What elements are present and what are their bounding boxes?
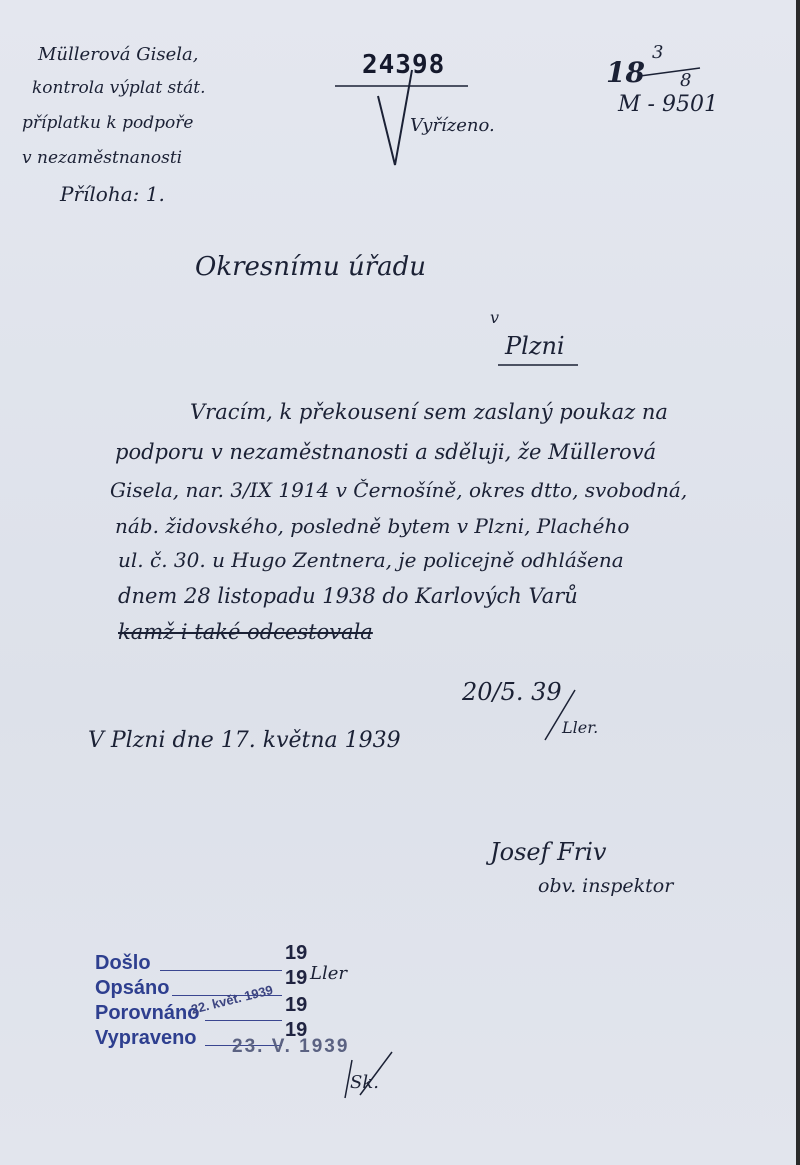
- note-line-3: příplatku k podpoře: [22, 113, 194, 133]
- stamp-year-1: 19: [285, 942, 308, 964]
- file-code: M - 9501: [618, 92, 718, 117]
- note-name: Müllerová Gisela,: [38, 44, 199, 65]
- signature-name: Josef Friv: [490, 838, 607, 866]
- annotation-date: 20/5. 39: [462, 678, 562, 706]
- stamp-year-2: 19: [285, 967, 308, 989]
- recipient-preposition: v: [490, 308, 500, 327]
- fraction-numerator: 3: [652, 42, 664, 63]
- stamp-label-vypraveno: Vypraveno: [95, 1027, 197, 1049]
- body-line-1: Vracím, k překousení sem zaslaný poukaz na: [190, 400, 668, 424]
- stamp-opsano-initials: Ller: [310, 963, 347, 984]
- stamp-year-3: 19: [285, 994, 308, 1016]
- body-line-5: ul. č. 30. u Hugo Zentnera, je policejně odhlášena: [118, 548, 624, 572]
- stamp-line-3: [205, 1020, 282, 1021]
- signature-title: obv. inspektor: [538, 875, 674, 897]
- recipient-place: Plzni: [505, 332, 565, 360]
- body-struck-line: kamž i také odcestovala: [118, 620, 373, 644]
- vyrizeno-note: Vyřízeno.: [410, 115, 495, 136]
- note-line-4: v nezaměstnanosti: [22, 148, 183, 168]
- stamp-label-opsano: Opsáno: [95, 977, 170, 999]
- body-line-2: podporu v nezaměstnanosti a sděluji, že Müllerová: [115, 440, 657, 464]
- body-line-6: dnem 28 listopadu 1938 do Karlových Varů: [118, 584, 578, 608]
- stamp-label-doslo: Došlo: [95, 952, 151, 974]
- fraction-denominator: 8: [680, 70, 692, 91]
- body-line-3: Gisela, nar. 3/IX 1914 v Černošíně, okres dtto, svobodná,: [110, 478, 688, 502]
- reference-number: 24398: [362, 50, 446, 80]
- attachment-note: Příloha: 1.: [60, 182, 165, 206]
- stamp-label-porovnano: Porovnáno: [95, 1002, 200, 1024]
- page-edge: [796, 0, 800, 1165]
- file-number: 18: [606, 56, 645, 89]
- stamp-sent-date: 23. V. 1939: [232, 1036, 350, 1057]
- stamp-line-1: [160, 970, 282, 971]
- stamp-kvet-date: 22. květ. 1939: [189, 982, 275, 1017]
- note-line-2: kontrola výplat stát.: [32, 78, 206, 98]
- place-date: V Plzni dne 17. května 1939: [88, 728, 401, 753]
- body-line-4: náb. židovského, posledně bytem v Plzni, Plachého: [115, 514, 630, 538]
- recipient-office: Okresnímu úřadu: [195, 252, 427, 282]
- checkmark-stroke: [378, 70, 412, 165]
- stamp-year-4: 19: [285, 1019, 308, 1041]
- annotation-initials: Ller.: [562, 718, 599, 737]
- stamp-bottom-initials: Sk.: [350, 1072, 379, 1093]
